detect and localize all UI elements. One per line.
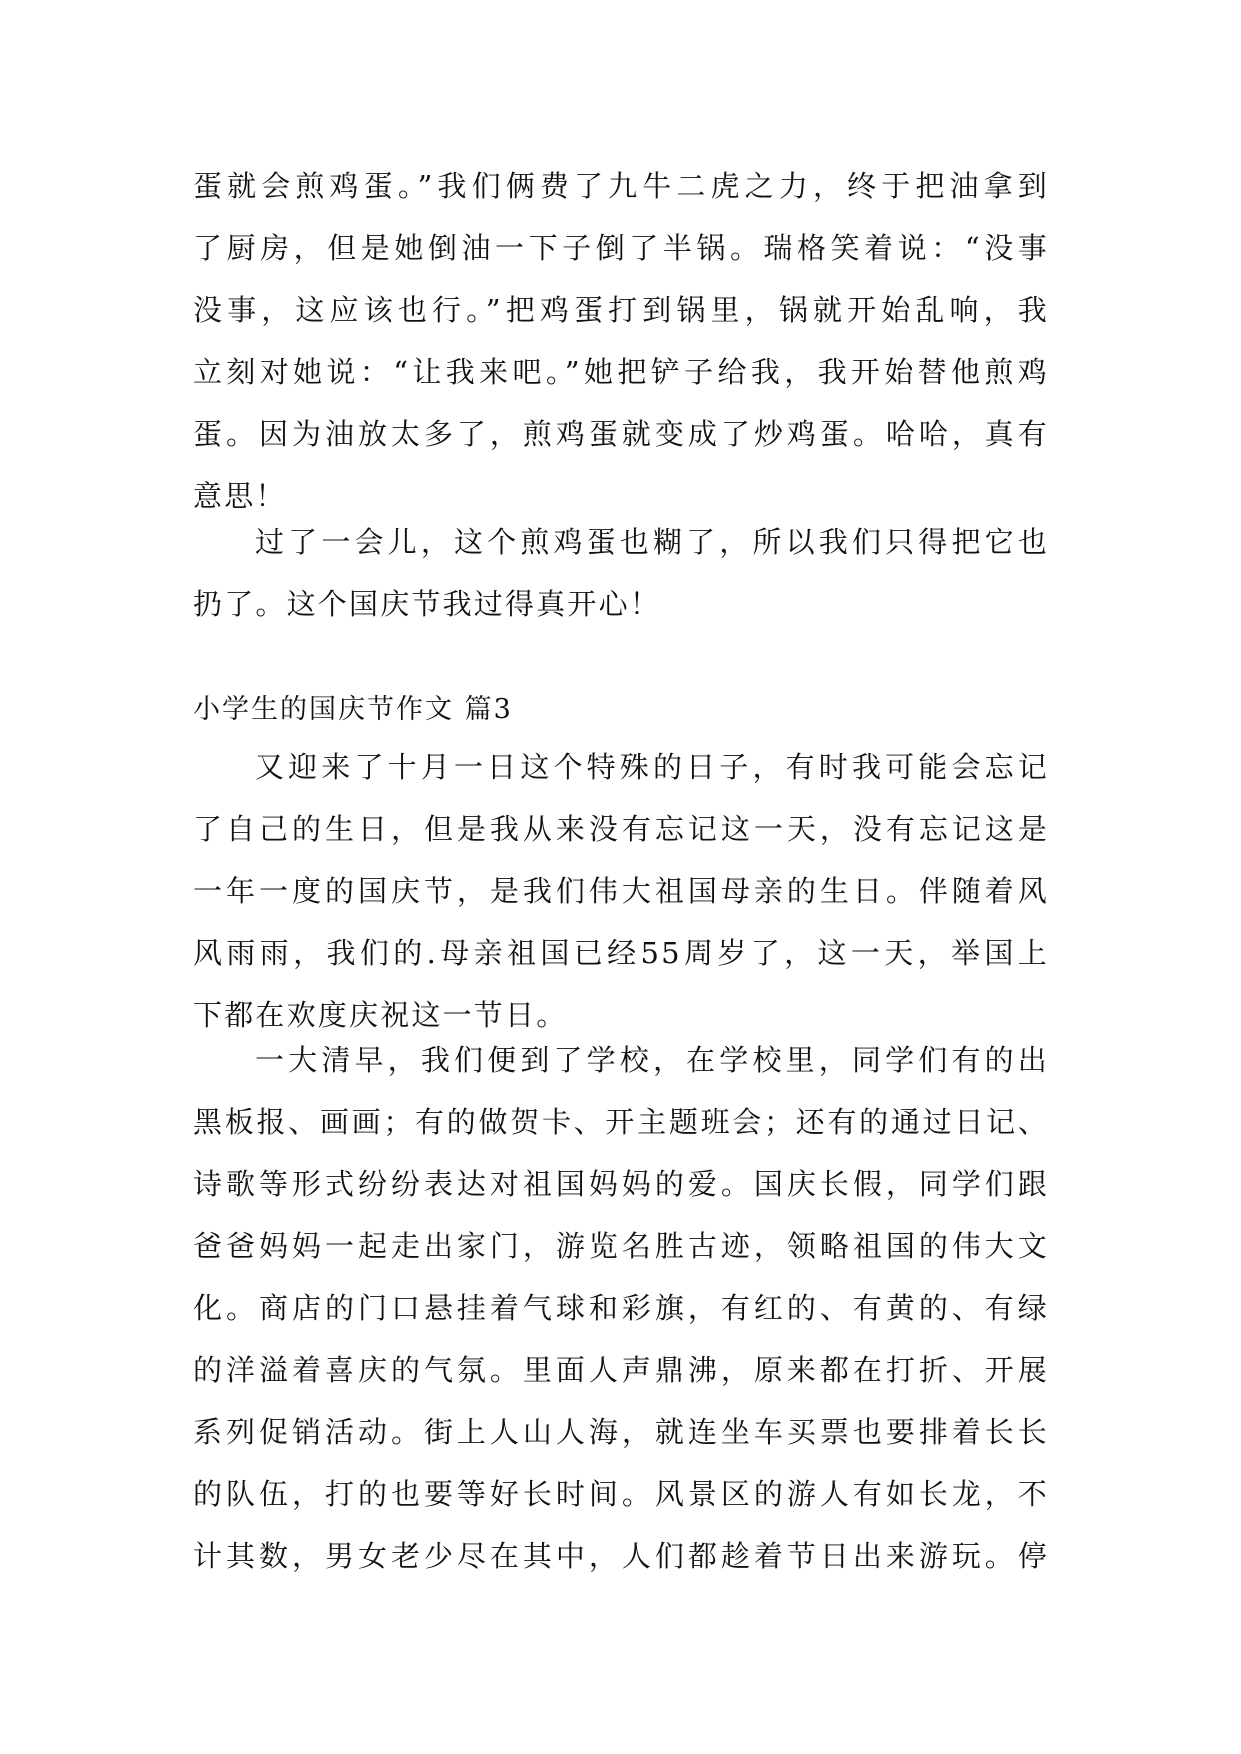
- text-line: 了厨房，但是她倒油一下子倒了半锅。瑞格笑着说：“没事: [193, 231, 1049, 265]
- text-line: 过了一会儿，这个煎鸡蛋也糊了，所以我们只得把它也: [255, 525, 1049, 559]
- text-line: 爸爸妈妈一起走出家门，游览名胜古迹，领略祖国的伟大文: [193, 1229, 1049, 1263]
- text-line: 扔了。这个国庆节我过得真开心！: [193, 587, 662, 621]
- text-line: 诗歌等形式纷纷表达对祖国妈妈的爱。国庆长假，同学们跟: [193, 1167, 1049, 1201]
- text-line: 的洋溢着喜庆的气氛。里面人声鼎沸，原来都在打折、开展: [193, 1353, 1049, 1387]
- text-line: 又迎来了十月一日这个特殊的日子，有时我可能会忘记: [255, 750, 1049, 784]
- text-line: 意思！: [193, 479, 287, 513]
- text-line: 化。商店的门口悬挂着气球和彩旗，有红的、有黄的、有绿: [193, 1291, 1049, 1325]
- text-line: 的队伍，打的也要等好长时间。风景区的游人有如长龙，不: [193, 1477, 1049, 1511]
- paragraph-celebration: [193, 1029, 1049, 1587]
- section-heading: 小学生的国庆节作文 篇3: [193, 694, 513, 725]
- paragraph-egg-cooking: [193, 155, 1049, 527]
- text-line: 系列促销活动。街上人山人海，就连坐车买票也要排着长长: [193, 1415, 1049, 1449]
- text-line: 蛋就会煎鸡蛋。”我们俩费了九牛二虎之力，终于把油拿到: [193, 169, 1049, 203]
- text-line: 一年一度的国庆节，是我们伟大祖国母亲的生日。伴随着风: [193, 874, 1049, 908]
- paragraph-national-day: [193, 736, 1049, 1046]
- text-line: 风雨雨，我们的.母亲祖国已经55周岁了，这一天，举国上: [193, 936, 1049, 970]
- paragraph-happy-holiday: [193, 511, 1049, 635]
- text-line: 计其数，男女老少尽在其中，人们都趁着节日出来游玩。停: [193, 1539, 1049, 1573]
- text-line: 蛋。因为油放太多了，煎鸡蛋就变成了炒鸡蛋。哈哈，真有: [193, 417, 1049, 451]
- text-line: 没事，这应该也行。”把鸡蛋打到锅里，锅就开始乱响，我: [193, 293, 1049, 327]
- text-line: 了自己的生日，但是我从来没有忘记这一天，没有忘记这是: [193, 812, 1049, 846]
- text-line: 下都在欢度庆祝这一节日。: [193, 998, 568, 1032]
- text-line: 立刻对她说：“让我来吧。”她把铲子给我，我开始替他煎鸡: [193, 355, 1049, 389]
- text-line: 黑板报、画画；有的做贺卡、开主题班会；还有的通过日记、: [193, 1105, 1049, 1139]
- text-line: 一大清早，我们便到了学校，在学校里，同学们有的出: [255, 1043, 1049, 1077]
